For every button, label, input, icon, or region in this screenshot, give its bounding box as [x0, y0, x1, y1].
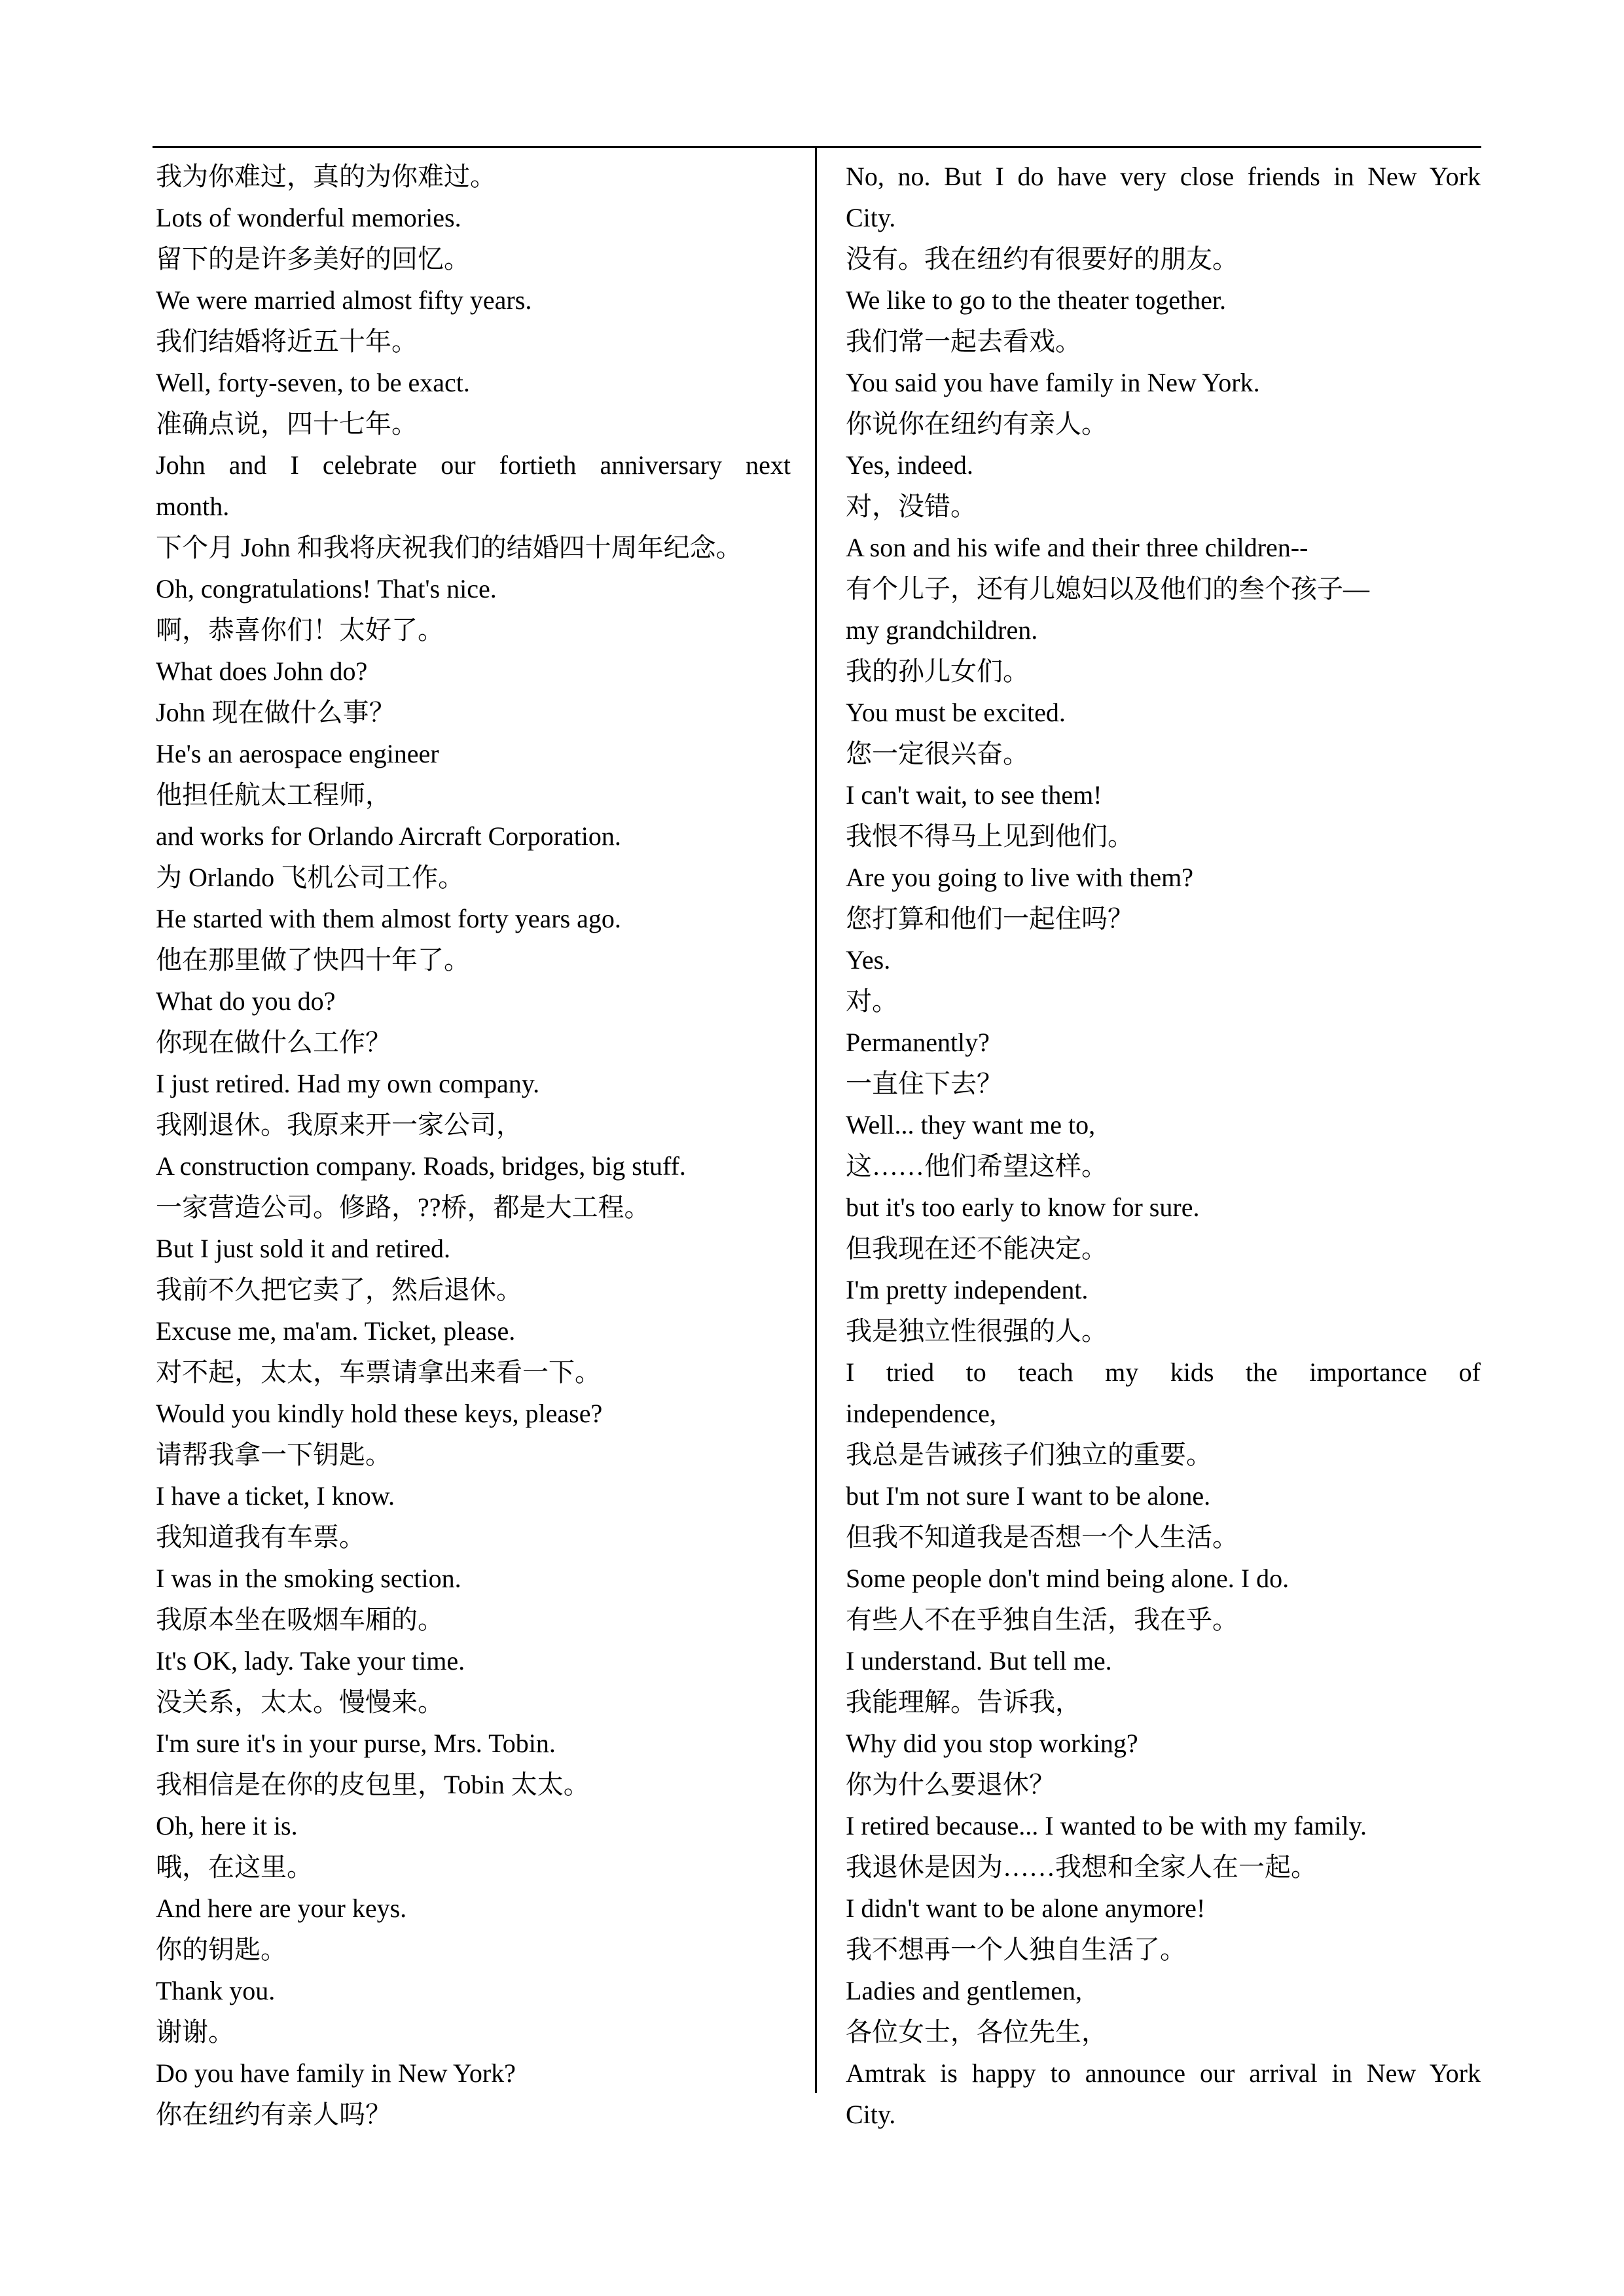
dialogue-line: 各位女士，各位先生，: [846, 2017, 1108, 2047]
dialogue-line: 一家营造公司。修路，??桥，都是大工程。: [156, 1193, 651, 1222]
dialogue-line: 你的钥匙。: [156, 1935, 287, 1964]
dialogue-line: 下个月 John 和我将庆祝我们的结婚四十周年纪念。: [156, 533, 742, 562]
dialogue-line: 我们结婚将近五十年。: [156, 327, 418, 356]
dialogue-line: A construction company. Roads, bridges, big stuff.: [156, 1151, 686, 1181]
dialogue-line: 啊，恭喜你们！太好了。: [156, 615, 444, 645]
dialogue-line: A son and his wife and their three children--: [846, 533, 1308, 562]
dialogue-line: But I just sold it and retired.: [156, 1234, 450, 1263]
dialogue-line: City.: [846, 2100, 896, 2129]
dialogue-line: 但我现在还不能决定。: [846, 1234, 1108, 1263]
top-rule: [153, 146, 1481, 148]
dialogue-line: I was in the smoking section.: [156, 1564, 461, 1593]
dialogue-line: I'm pretty independent.: [846, 1275, 1089, 1304]
dialogue-line: 一直住下去？: [846, 1069, 1003, 1098]
dialogue-line: 我知道我有车票。: [156, 1522, 365, 1552]
dialogue-line: 你为什么要退休？: [846, 1770, 1055, 1799]
dialogue-line: 我相信是在你的皮包里，Tobin 太太。: [156, 1770, 590, 1799]
dialogue-line: We were married almost fifty years.: [156, 285, 532, 315]
dialogue-line: 你说你在纽约有亲人。: [846, 409, 1108, 439]
dialogue-line: 我原本坐在吸烟车厢的。: [156, 1605, 444, 1634]
dialogue-line: Well... they want me to,: [846, 1110, 1096, 1139]
dialogue-line: Thank you.: [156, 1976, 276, 2005]
dialogue-line: It's OK, lady. Take your time.: [156, 1646, 465, 1676]
dialogue-line: but it's too early to know for sure.: [846, 1193, 1200, 1222]
dialogue-line: 我们常一起去看戏。: [846, 327, 1081, 356]
dialogue-line: my grandchildren.: [846, 615, 1038, 645]
left-dialogue-column: [156, 156, 791, 2135]
dialogue-line: John and I celebrate our fortieth anniversary next: [156, 450, 791, 480]
dialogue-line: 但我不知道我是否想一个人生活。: [846, 1522, 1238, 1552]
dialogue-line: Do you have family in New York?: [156, 2058, 516, 2088]
dialogue-line: 为 Orlando 飞机公司工作。: [156, 863, 465, 892]
dialogue-line: Ladies and gentlemen,: [846, 1976, 1082, 2005]
dialogue-line: 没有。我在纽约有很要好的朋友。: [846, 244, 1238, 274]
right-dialogue-column: [846, 156, 1481, 2135]
dialogue-line: What do you do?: [156, 986, 336, 1016]
dialogue-line: 请帮我拿一下钥匙。: [156, 1440, 391, 1469]
dialogue-line: I retired because... I wanted to be with my family.: [846, 1811, 1367, 1840]
dialogue-line: Would you kindly hold these keys, please?: [156, 1399, 603, 1428]
dialogue-line: I can't wait, to see them!: [846, 780, 1102, 810]
dialogue-line: 你现在做什么工作？: [156, 1028, 391, 1057]
dialogue-line: Are you going to live with them?: [846, 863, 1194, 892]
dialogue-line: 你在纽约有亲人吗？: [156, 2100, 391, 2129]
dialogue-line: 我能理解。告诉我，: [846, 1687, 1081, 1717]
dialogue-line: Permanently?: [846, 1028, 990, 1057]
dialogue-line: and works for Orlando Aircraft Corporation.: [156, 821, 621, 851]
dialogue-line: 有些人不在乎独自生活，我在乎。: [846, 1605, 1238, 1634]
dialogue-line: 我不想再一个人独自生活了。: [846, 1935, 1186, 1964]
dialogue-line: I just retired. Had my own company.: [156, 1069, 540, 1098]
dialogue-line: Some people don't mind being alone. I do.: [846, 1564, 1290, 1593]
dialogue-line: independence,: [846, 1399, 996, 1428]
dialogue-line: but I'm not sure I want to be alone.: [846, 1481, 1211, 1511]
dialogue-line: Amtrak is happy to announce our arrival in New York: [846, 2058, 1481, 2088]
dialogue-line: 对，没错。: [846, 492, 977, 521]
dialogue-line: Yes.: [846, 945, 891, 975]
dialogue-line: 我恨不得马上见到他们。: [846, 821, 1134, 851]
dialogue-line: He's an aerospace engineer: [156, 739, 439, 768]
dialogue-line: 您打算和他们一起住吗？: [846, 904, 1134, 933]
dialogue-line: I tried to teach my kids the importance of: [846, 1357, 1481, 1387]
dialogue-line: Oh, here it is.: [156, 1811, 298, 1840]
dialogue-line: What does John do?: [156, 656, 368, 686]
dialogue-line: Oh, congratulations! That's nice.: [156, 574, 497, 603]
dialogue-line: I'm sure it's in your purse, Mrs. Tobin.: [156, 1729, 556, 1758]
dialogue-line: 我退休是因为……我想和全家人在一起。: [846, 1852, 1317, 1882]
dialogue-line: 我前不久把它卖了，然后退休。: [156, 1275, 522, 1304]
dialogue-line: 他在那里做了快四十年了。: [156, 945, 470, 975]
dialogue-line: 对。: [846, 986, 898, 1016]
dialogue-line: 留下的是许多美好的回忆。: [156, 244, 470, 274]
dialogue-line: City.: [846, 203, 896, 232]
dialogue-line: John 现在做什么事？: [156, 698, 395, 727]
column-divider: [815, 146, 817, 2093]
dialogue-line: Well, forty-seven, to be exact.: [156, 368, 470, 397]
dialogue-line: No, no. But I do have very close friends in New York: [846, 162, 1481, 191]
dialogue-line: You must be excited.: [846, 698, 1066, 727]
dialogue-line: We like to go to the theater together.: [846, 285, 1227, 315]
dialogue-line: Lots of wonderful memories.: [156, 203, 461, 232]
dialogue-line: 我的孙儿女们。: [846, 656, 1029, 686]
dialogue-line: 我为你难过，真的为你难过。: [156, 162, 496, 191]
dialogue-line: 准确点说，四十七年。: [156, 409, 418, 439]
dialogue-line: You said you have family in New York.: [846, 368, 1260, 397]
dialogue-line: month.: [156, 492, 230, 521]
dialogue-line: 对不起，太太，车票请拿出来看一下。: [156, 1357, 601, 1387]
dialogue-line: I understand. But tell me.: [846, 1646, 1112, 1676]
dialogue-line: 我刚退休。我原来开一家公司，: [156, 1110, 522, 1139]
dialogue-line: He started with them almost forty years ago.: [156, 904, 621, 933]
dialogue-line: 有个儿子，还有儿媳妇以及他们的叁个孩子—: [846, 574, 1369, 603]
dialogue-line: 他担任航太工程师，: [156, 780, 391, 810]
dialogue-line: 我是独立性很强的人。: [846, 1316, 1108, 1346]
dialogue-line: 这……他们希望这样。: [846, 1151, 1108, 1181]
dialogue-line: 我总是告诫孩子们独立的重要。: [846, 1440, 1212, 1469]
dialogue-line: Excuse me, ma'am. Ticket, please.: [156, 1316, 516, 1346]
dialogue-line: And here are your keys.: [156, 1893, 407, 1923]
dialogue-line: 谢谢。: [156, 2017, 234, 2047]
dialogue-line: Yes, indeed.: [846, 450, 973, 480]
dialogue-line: 您一定很兴奋。: [846, 739, 1029, 768]
dialogue-line: 没关系，太太。慢慢来。: [156, 1687, 444, 1717]
dialogue-line: I didn't want to be alone anymore!: [846, 1893, 1206, 1923]
dialogue-line: Why did you stop working?: [846, 1729, 1138, 1758]
dialogue-line: 哦，在这里。: [156, 1852, 313, 1882]
dialogue-line: I have a ticket, I know.: [156, 1481, 395, 1511]
